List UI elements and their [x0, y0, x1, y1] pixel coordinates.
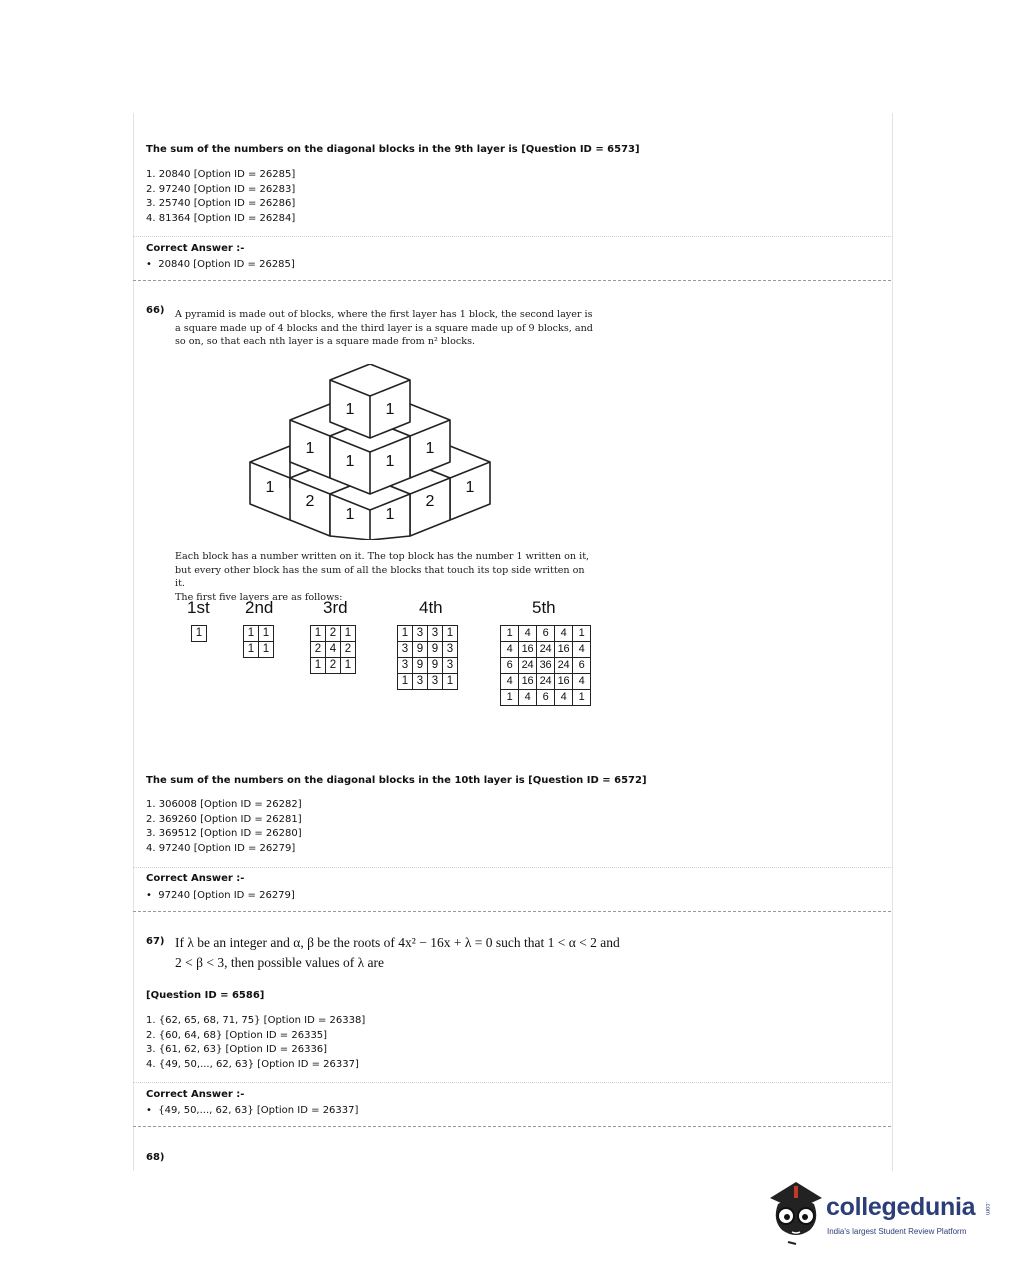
grid-cell: 6	[537, 626, 555, 642]
grid-cell: 3	[413, 674, 428, 690]
correct-answer-title: Correct Answer :-	[146, 243, 245, 254]
divider	[133, 867, 891, 868]
grid-row	[501, 626, 591, 642]
grid-cell: 9	[428, 658, 443, 674]
option-3: 3. 369512 [Option ID = 26280]	[146, 828, 302, 840]
grid-cell: 2	[326, 658, 341, 674]
grid-cell: 4	[501, 674, 519, 690]
option-1: 1. 20840 [Option ID = 26285]	[146, 169, 296, 180]
grid-row	[398, 658, 458, 674]
option-1: 1. 306008 [Option ID = 26282]	[146, 799, 302, 810]
grid-cell: 6	[501, 658, 519, 674]
grid-cell: 4	[326, 642, 341, 658]
intro-line-2: a square made up of 4 blocks and the third layer is a square made up of 9 blocks, and	[175, 322, 593, 334]
question-number: 68)	[146, 1152, 165, 1163]
grid-cell: 1	[244, 626, 259, 642]
grid-cell: 1	[398, 674, 413, 690]
correct-answer-value: {49, 50,..., 62, 63} [Option ID = 26337]	[158, 1105, 359, 1116]
option-2: 2. 369260 [Option ID = 26281]	[146, 813, 302, 825]
correct-answer: • 20840 [Option ID = 26285]	[146, 259, 295, 270]
logo-suffix: .com	[984, 1202, 990, 1216]
block-number: 1	[345, 453, 355, 470]
option-4: 4. 81364 [Option ID = 26284]	[146, 213, 296, 225]
logo-wordmark: collegedunia	[826, 1193, 976, 1221]
question-separator	[133, 1126, 891, 1127]
grid-cell: 1	[192, 626, 207, 642]
block-number: 2	[305, 493, 315, 510]
correct-answer: • {49, 50,..., 62, 63} [Option ID = 26337]	[146, 1105, 359, 1116]
grid-row	[398, 674, 458, 690]
block-number: 1	[465, 479, 475, 496]
grid-cell: 9	[413, 658, 428, 674]
options-list	[146, 1014, 365, 1073]
collegedunia-logo	[766, 1176, 994, 1246]
layer-label-1st: 1st	[187, 598, 210, 617]
block-number: 1	[385, 453, 395, 470]
question-intro	[175, 308, 595, 349]
option-4: 4. 97240 [Option ID = 26279]	[146, 843, 296, 855]
layer-label-3rd: 3rd	[323, 598, 348, 617]
question-math	[175, 933, 695, 973]
layer-label-2nd: 2nd	[245, 598, 274, 617]
mascot-icon	[766, 1176, 826, 1246]
grid-row	[311, 626, 356, 642]
grid-cell: 36	[537, 658, 555, 674]
desc-line-1: Each block has a number written on it. The top block has the number 1 written on it,	[175, 551, 590, 562]
options-list	[146, 168, 295, 227]
option-1: 1. {62, 65, 68, 71, 75} [Option ID = 26338]	[146, 1015, 366, 1026]
grid-cell: 4	[501, 642, 519, 658]
correct-answer-value: 20840 [Option ID = 26285]	[158, 259, 295, 270]
grid-cell: 4	[555, 690, 573, 706]
option-2: 2. 97240 [Option ID = 26283]	[146, 183, 296, 195]
grid-cell: 1	[573, 626, 591, 642]
grid-cell: 16	[519, 642, 537, 658]
grid-row	[398, 642, 458, 658]
block-number: 1	[305, 440, 315, 457]
question-separator	[133, 911, 891, 912]
grid-cell: 24	[537, 674, 555, 690]
math-line-2: 2 < β < 3, then possible values of λ are	[175, 955, 384, 970]
grid-cell: 24	[519, 658, 537, 674]
grid-cell: 1	[311, 658, 326, 674]
grid-cell: 4	[555, 626, 573, 642]
grid-cell: 16	[555, 674, 573, 690]
grid-cell: 3	[428, 626, 443, 642]
option-3: 3. {61, 62, 63} [Option ID = 26336]	[146, 1044, 328, 1056]
grid-row	[311, 642, 356, 658]
desc-line-2: but every other block has the sum of all the blocks that touch its top side written on it.	[175, 564, 585, 590]
pyramid-figure	[245, 364, 495, 540]
correct-answer-title: Correct Answer :-	[146, 1089, 245, 1100]
layer-grid-1	[191, 625, 207, 642]
grid-row	[501, 658, 591, 674]
grid-row	[311, 658, 356, 674]
grid-cell: 16	[555, 642, 573, 658]
grid-cell: 3	[413, 626, 428, 642]
grid-cell: 1	[311, 626, 326, 642]
block-description	[175, 550, 595, 604]
logo-tagline: India's largest Student Review Platform	[827, 1227, 967, 1236]
intro-line-3: so on, so that each nth layer is a square made from n² blocks.	[175, 336, 476, 348]
grid-cell: 3	[443, 658, 458, 674]
desc-line-3: The first five layers are as follows:	[175, 591, 343, 603]
block-number: 1	[385, 401, 395, 418]
intro-line-1: A pyramid is made out of blocks, where the first layer has 1 block, the second layer is	[175, 309, 593, 320]
grid-row	[501, 674, 591, 690]
question-text: The sum of the numbers on the diagonal blocks in the 10th layer is [Question ID = 6572]	[146, 775, 647, 786]
grid-cell: 2	[341, 642, 356, 658]
layer-grid-3	[310, 625, 356, 674]
grid-cell: 3	[398, 642, 413, 658]
grid-cell: 1	[501, 626, 519, 642]
grid-cell: 2	[326, 626, 341, 642]
grid-cell: 1	[244, 642, 259, 658]
grid-cell: 4	[519, 690, 537, 706]
question-number: 66)	[146, 305, 165, 316]
grid-cell: 24	[555, 658, 573, 674]
option-4: 4. {49, 50,..., 62, 63} [Option ID = 26337]	[146, 1059, 359, 1071]
block-number: 1	[345, 506, 355, 523]
block-number: 2	[425, 493, 435, 510]
block-number: 1	[265, 479, 275, 496]
grid-cell: 1	[443, 674, 458, 690]
math-line-1: If λ be an integer and α, β be the roots of 4x² − 16x + λ = 0 such that 1 < α < 2 and	[175, 935, 620, 950]
grid-cell: 1	[341, 658, 356, 674]
grid-row	[192, 626, 207, 642]
grid-cell: 1	[501, 690, 519, 706]
grid-cell: 9	[428, 642, 443, 658]
grid-row	[244, 626, 274, 642]
question-text: The sum of the numbers on the diagonal blocks in the 9th layer is [Question ID = 6573]	[146, 144, 640, 155]
grid-cell: 1	[259, 626, 274, 642]
grid-row	[398, 626, 458, 642]
layer-label-5th: 5th	[532, 598, 556, 617]
grid-row	[244, 642, 274, 658]
grid-cell: 3	[398, 658, 413, 674]
grid-cell: 1	[573, 690, 591, 706]
block-number: 1	[345, 401, 355, 418]
divider	[133, 1082, 891, 1083]
question-separator	[133, 280, 891, 281]
grid-cell: 16	[519, 674, 537, 690]
layer-grid-2	[243, 625, 274, 658]
layer-grid-4	[397, 625, 458, 690]
grid-cell: 9	[413, 642, 428, 658]
correct-answer: • 97240 [Option ID = 26279]	[146, 890, 295, 901]
option-3: 3. 25740 [Option ID = 26286]	[146, 198, 296, 210]
question-number: 67)	[146, 936, 165, 947]
layer-grid-5	[500, 625, 591, 706]
options-list	[146, 798, 302, 857]
correct-answer-value: 97240 [Option ID = 26279]	[158, 890, 295, 901]
grid-cell: 1	[443, 626, 458, 642]
correct-answer-title: Correct Answer :-	[146, 873, 245, 884]
grid-row	[501, 642, 591, 658]
grid-cell: 4	[573, 674, 591, 690]
grid-cell: 4	[573, 642, 591, 658]
grid-cell: 3	[428, 674, 443, 690]
block-number: 1	[385, 506, 395, 523]
question-id: [Question ID = 6586]	[146, 990, 265, 1001]
grid-cell: 4	[519, 626, 537, 642]
grid-cell: 2	[311, 642, 326, 658]
option-2: 2. {60, 64, 68} [Option ID = 26335]	[146, 1029, 328, 1041]
grid-cell: 1	[341, 626, 356, 642]
grid-cell: 6	[573, 658, 591, 674]
grid-cell: 6	[537, 690, 555, 706]
block-number: 1	[425, 440, 435, 457]
layer-label-4th: 4th	[419, 598, 443, 617]
grid-cell: 1	[398, 626, 413, 642]
grid-cell: 24	[537, 642, 555, 658]
grid-row	[501, 690, 591, 706]
grid-cell: 1	[259, 642, 274, 658]
divider	[133, 236, 891, 237]
grid-cell: 3	[443, 642, 458, 658]
